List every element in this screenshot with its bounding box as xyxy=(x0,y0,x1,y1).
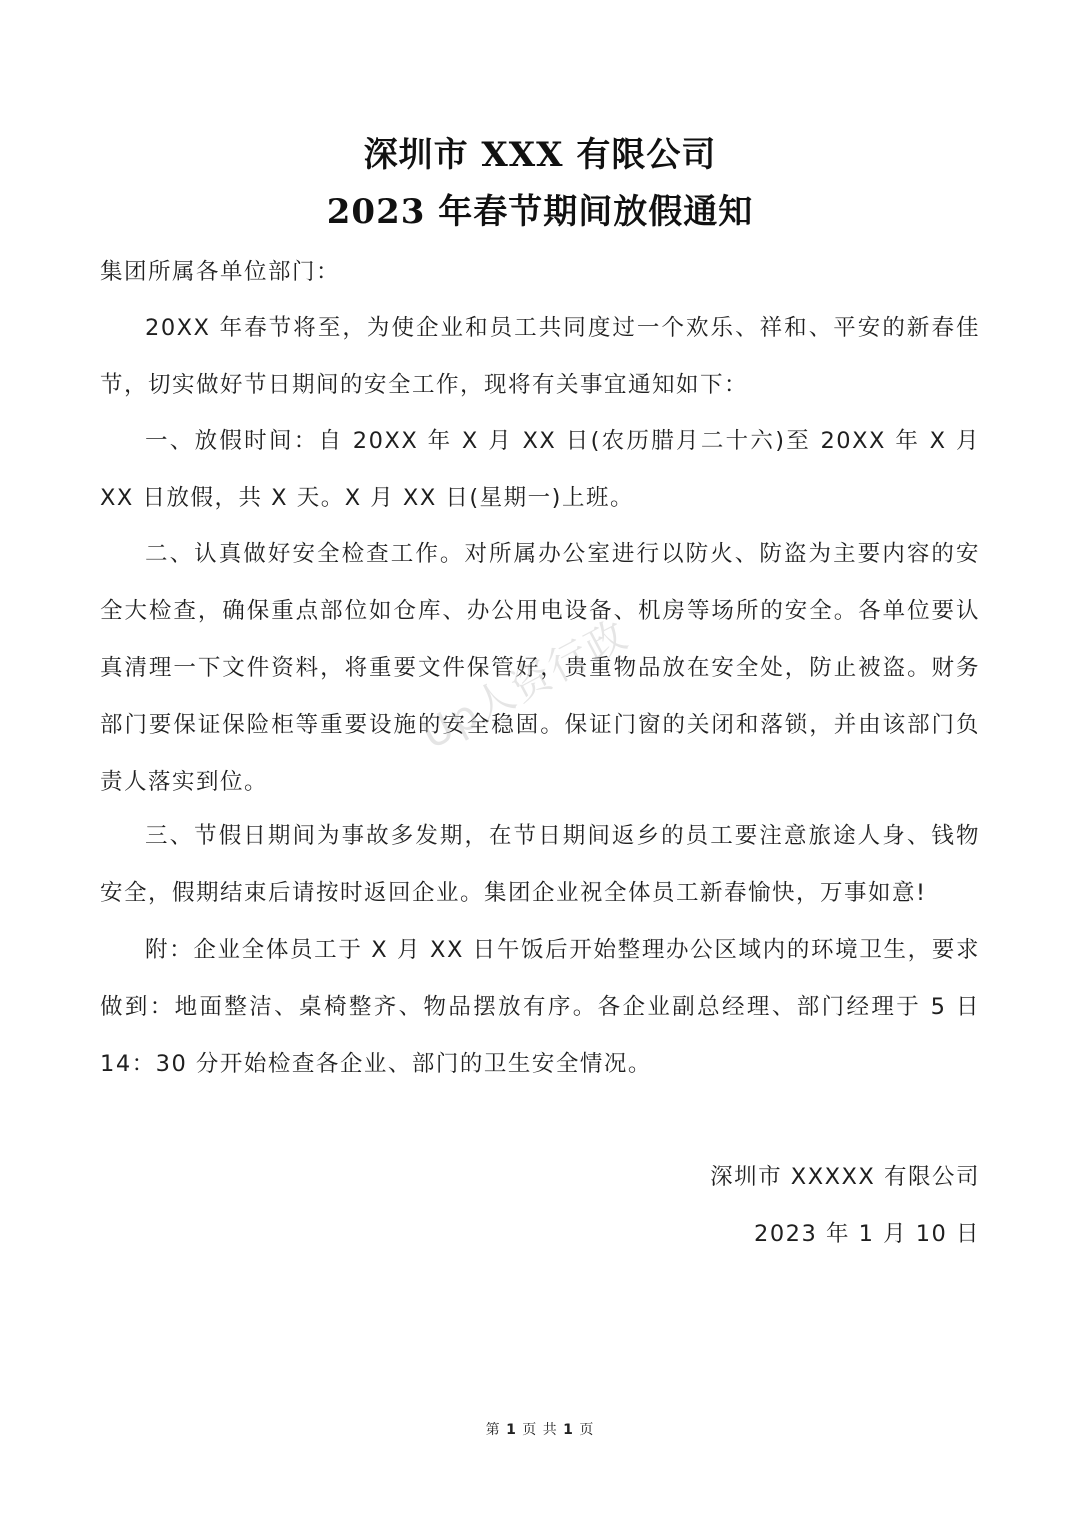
footer-suffix: 页 xyxy=(579,1422,595,1438)
footer-middle: 页 共 xyxy=(522,1422,558,1438)
footer-total-pages: 1 xyxy=(563,1422,574,1438)
paragraph-holiday-safety: 三、节假日期间为事故多发期，在节日期间返乡的员工要注意旅途人身、钱物安全，假期结束后请按时返回企业。集团企业祝全体员工新春愉快，万事如意! xyxy=(100,823,980,906)
document-title-line2: 2023 年春节期间放假通知 xyxy=(326,192,754,232)
page-footer xyxy=(0,1419,1080,1439)
salutation: 集团所属各单位部门： xyxy=(100,259,341,285)
watermark: Up人资行政 xyxy=(414,611,636,759)
paragraph-holiday-time: 一、放假时间：自 20XX 年 X 月 XX 日(农历腊月二十六)至 20XX 年 X 月 XX 日放假，共 X 天。X 月 XX 日(星期一)上班。 xyxy=(100,428,980,511)
document-title-line1: 深圳市 XXX 有限公司 xyxy=(363,135,717,175)
paragraph-intro: 20XX 年春节将至，为使企业和员工共同度过一个欢乐、祥和、平安的新春佳节，切实做好节日期间的安全工作，现将有关事宜通知如下： xyxy=(100,315,980,398)
signature-date: 2023 年 1 月 10 日 xyxy=(754,1221,980,1247)
signature-company: 深圳市 XXXXX 有限公司 xyxy=(710,1164,980,1190)
paragraph-safety-check: 二、认真做好安全检查工作。对所属办公室进行以防火、防盗为主要内容的安全大检查，确保重点部位如仓库、办公用电设备、机房等场所的安全。各单位要认真清理一下文件资料，将重要文件保管好，贵重物品放在安全处，防止被盗。财务部门要保证保险柜等重要设施的安全稳固。保证门窗的关闭和落锁，并由该部门负责人落实到位。 xyxy=(100,541,980,795)
paragraph-appendix: 附：企业全体员工于 X 月 XX 日午饭后开始整理办公区域内的环境卫生，要求做到：地面整洁、桌椅整齐、物品摆放有序。各企业副总经理、部门经理于 5 日 14：30 分开始检查各企业、部门的卫生安全情况。 xyxy=(100,937,980,1077)
footer-current-page: 1 xyxy=(506,1422,517,1438)
footer-prefix: 第 xyxy=(485,1422,501,1438)
